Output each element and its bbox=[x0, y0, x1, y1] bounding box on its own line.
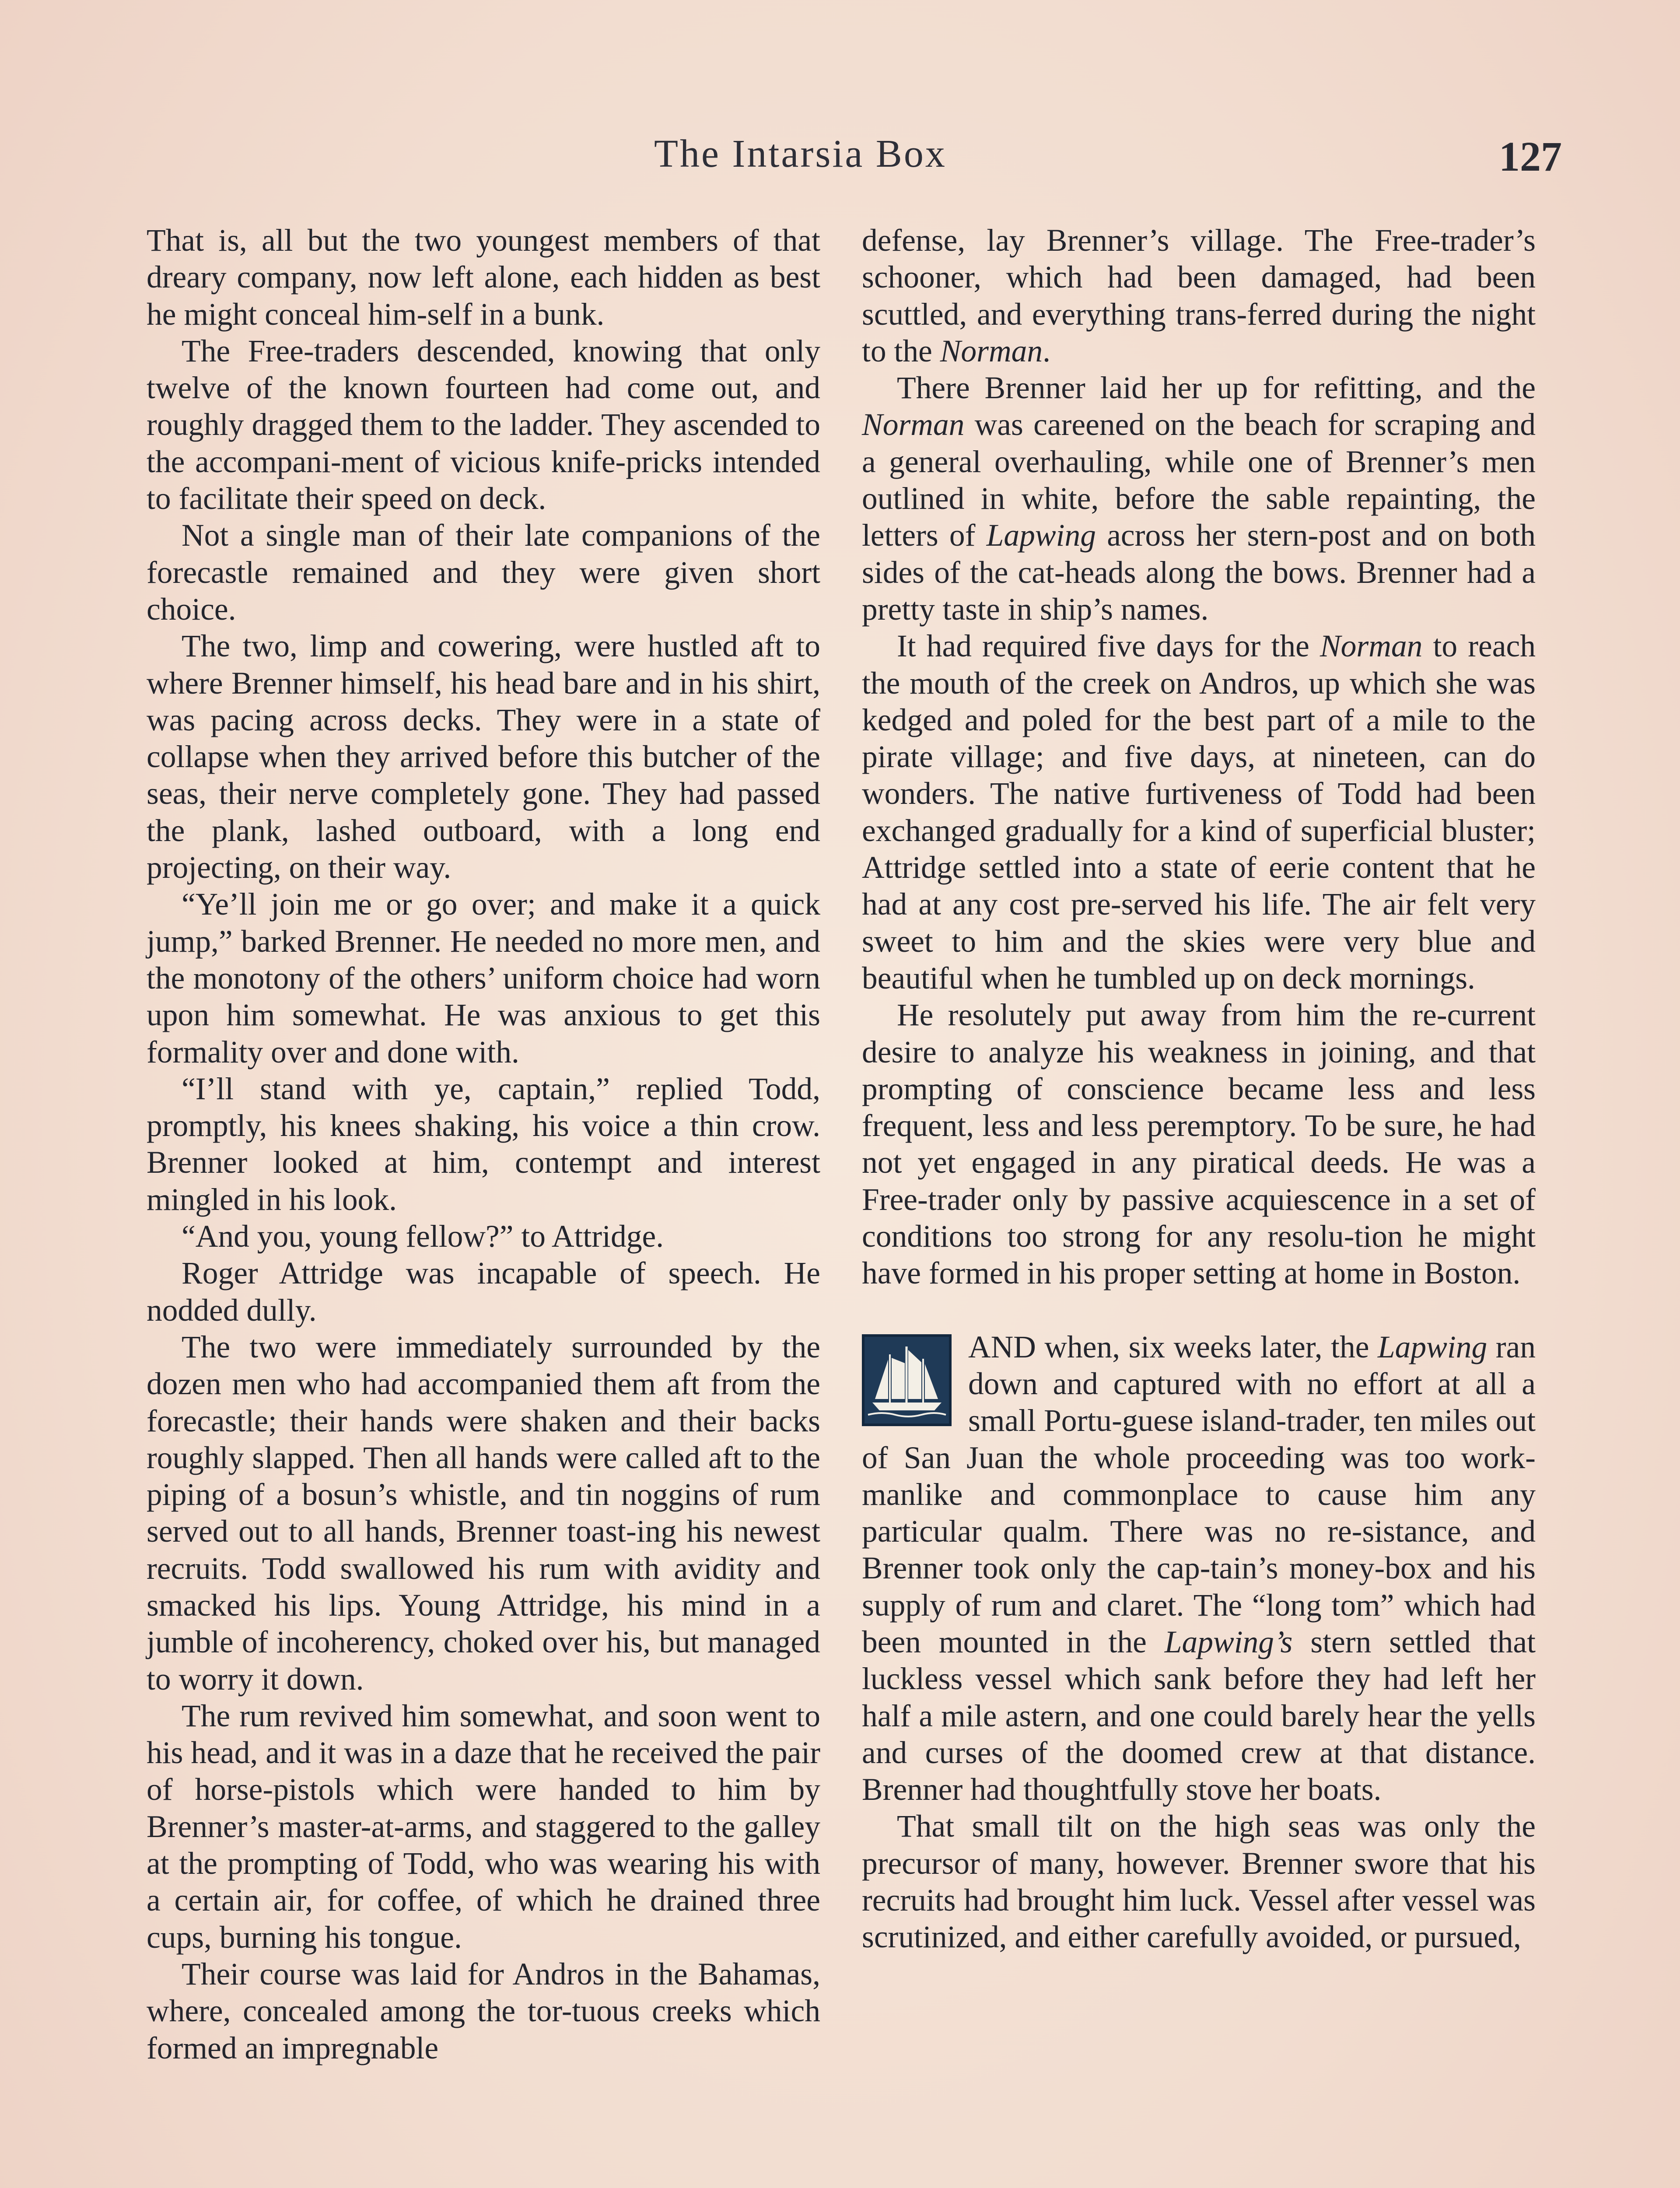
text-run: AND when, six weeks later, the bbox=[968, 1329, 1378, 1364]
text-run: It had required five days for the bbox=[897, 629, 1320, 664]
ship-name: Lapwing bbox=[1377, 1329, 1488, 1364]
left-column bbox=[147, 222, 820, 2067]
text-run: . bbox=[1043, 333, 1050, 368]
paragraph: “And you, young fellow?” to Attridge. bbox=[182, 1219, 664, 1254]
right-column bbox=[862, 222, 1536, 1956]
paragraph: “Ye’ll join me or go over; and make it a quick jump,” barked Brenner. He needed no more men, and the monotony of the others’ uniform choice had worn upon him somewhat. He was anxious to get this formality over and done with. bbox=[147, 887, 820, 1069]
paragraph-dropcap bbox=[862, 1329, 1536, 1809]
text-run: to reach the mouth of the creek on Andros, up which she was kedged and poled for the best part of a mile to the pirate village; and five days, at nineteen, can do wonders. The native furtiveness of Todd had been exchanged gradually for a kind of superficial bluster; Attridge settled into a state of eerie content that he had at any cost pre-served his life. The air felt very sweet to him and the skies were very blue and beautiful when he tumbled up on deck mornings. bbox=[862, 629, 1536, 996]
paragraph: The rum revived him somewhat, and soon went to his head, and it was in a daze that he received the pair of horse-pistols which were handed to him by Brenner’s master-at-arms, and staggered to the galley at the prompting of Todd, who was wearing his with a certain air, for coffee, of which he drained three cups, burning his tongue. bbox=[147, 1698, 820, 1955]
paragraph: The two, limp and cowering, were hustled aft to where Brenner himself, his head bare and in his shirt, was pacing across decks. They were in a state of collapse when they arrived before this butcher of the seas, their nerve completely gone. They had passed the plank, lashed outboard, with a long end projecting, on their way. bbox=[147, 629, 820, 885]
paragraph: Not a single man of their late companions of the forecastle remained and they were given short choice. bbox=[147, 518, 820, 627]
ship-name: Lapwing’s bbox=[1164, 1624, 1293, 1659]
text-run: across her stern-post and on both sides of the cat-heads along the bows. Brenner had a pretty taste in ship’s names. bbox=[862, 518, 1536, 627]
paragraph: He resolutely put away from him the re-current desire to analyze his weakness in joining, and that prompting of conscience became less and less frequent, less and less peremptory. To be sure, he had not yet engaged in any piratical deeds. He was a Free-trader only by passive acquiescence in a set of conditions too strong for any resolu-tion he might have formed in his proper setting at home in Boston. bbox=[862, 998, 1536, 1291]
text-run: defense, lay Brenner’s village. The Free-trader’s schooner, which had been damaged, had been scuttled, and everything trans-ferred during the night to the bbox=[862, 223, 1536, 368]
paragraph: The two were immediately surrounded by the dozen men who had accompanied them aft from the forecastle; their hands were shaken and their backs roughly slapped. Then all hands were called aft to the piping of a bosun’s whistle, and tin noggins of rum served out to all hands, Brenner toast-ing his newest recruits. Todd swallowed his rum with avidity and smacked his lips. Young Attridge, his mind in a jumble of incoherency, choked over his, but managed to worry it down. bbox=[147, 1329, 820, 1697]
text-run: There Brenner laid her up for refitting, and the bbox=[897, 371, 1536, 406]
text-run: stern settled that luckless vessel which sank before they had left her half a mile astern, and one could barely hear the yells and curses of the doomed crew at that distance. Brenner had thoughtfully stove her boats. bbox=[862, 1624, 1536, 1807]
paragraph bbox=[862, 222, 1536, 370]
paragraph: “I’ll stand with ye, captain,” replied Todd, promptly, his knees shaking, his voice a thin crow. Brenner looked at him, contempt and interest mingled in his look. bbox=[147, 1071, 820, 1217]
paragraph: That small tilt on the high seas was only the precursor of many, however. Brenner swore that his recruits had brought him luck. Vessel after vessel was scrutinized, and either carefully avoided, or pursued, bbox=[862, 1809, 1536, 1955]
paragraph: That is, all but the two youngest members of that dreary company, now left alone, each hidden as best he might conceal him-self in a bunk. bbox=[147, 223, 820, 332]
page-number: 127 bbox=[1499, 133, 1562, 180]
running-title: The Intarsia Box bbox=[654, 132, 947, 175]
schooner-icon bbox=[862, 1334, 952, 1426]
paragraph: The Free-traders descended, knowing that only twelve of the known fourteen had come out, and roughly dragged them to the ladder. They ascended to the accompani-ment of vicious knife-pricks intended to facilitate their speed on deck. bbox=[147, 333, 820, 516]
text-run: ran down and captured with no effort at all a small Portu-guese island-trader, ten miles out of San Juan the whole proceeding was too work-manlike and commonplace to cause him any particular qualm. There was no re-sistance, and Brenner took only the cap-tain’s money-box and his supply of rum and claret. The “long tom” which had been mounted in the bbox=[862, 1329, 1536, 1659]
text-run: was careened on the beach for scraping and a general overhauling, while one of Brenner’s men outlined in white, before the sable repainting, the letters of bbox=[862, 407, 1536, 553]
paragraph: Their course was laid for Andros in the Bahamas, where, concealed among the tor-tuous creeks which formed an impregnable bbox=[147, 1957, 820, 2065]
ship-name: Norman bbox=[862, 407, 965, 442]
paragraph bbox=[862, 370, 1536, 628]
ship-name: Norman bbox=[1320, 629, 1423, 664]
ship-name: Lapwing bbox=[986, 518, 1096, 553]
paragraph bbox=[862, 628, 1536, 997]
paragraph: Roger Attridge was incapable of speech. He nodded dully. bbox=[147, 1256, 820, 1328]
ship-name: Norman bbox=[940, 333, 1043, 368]
